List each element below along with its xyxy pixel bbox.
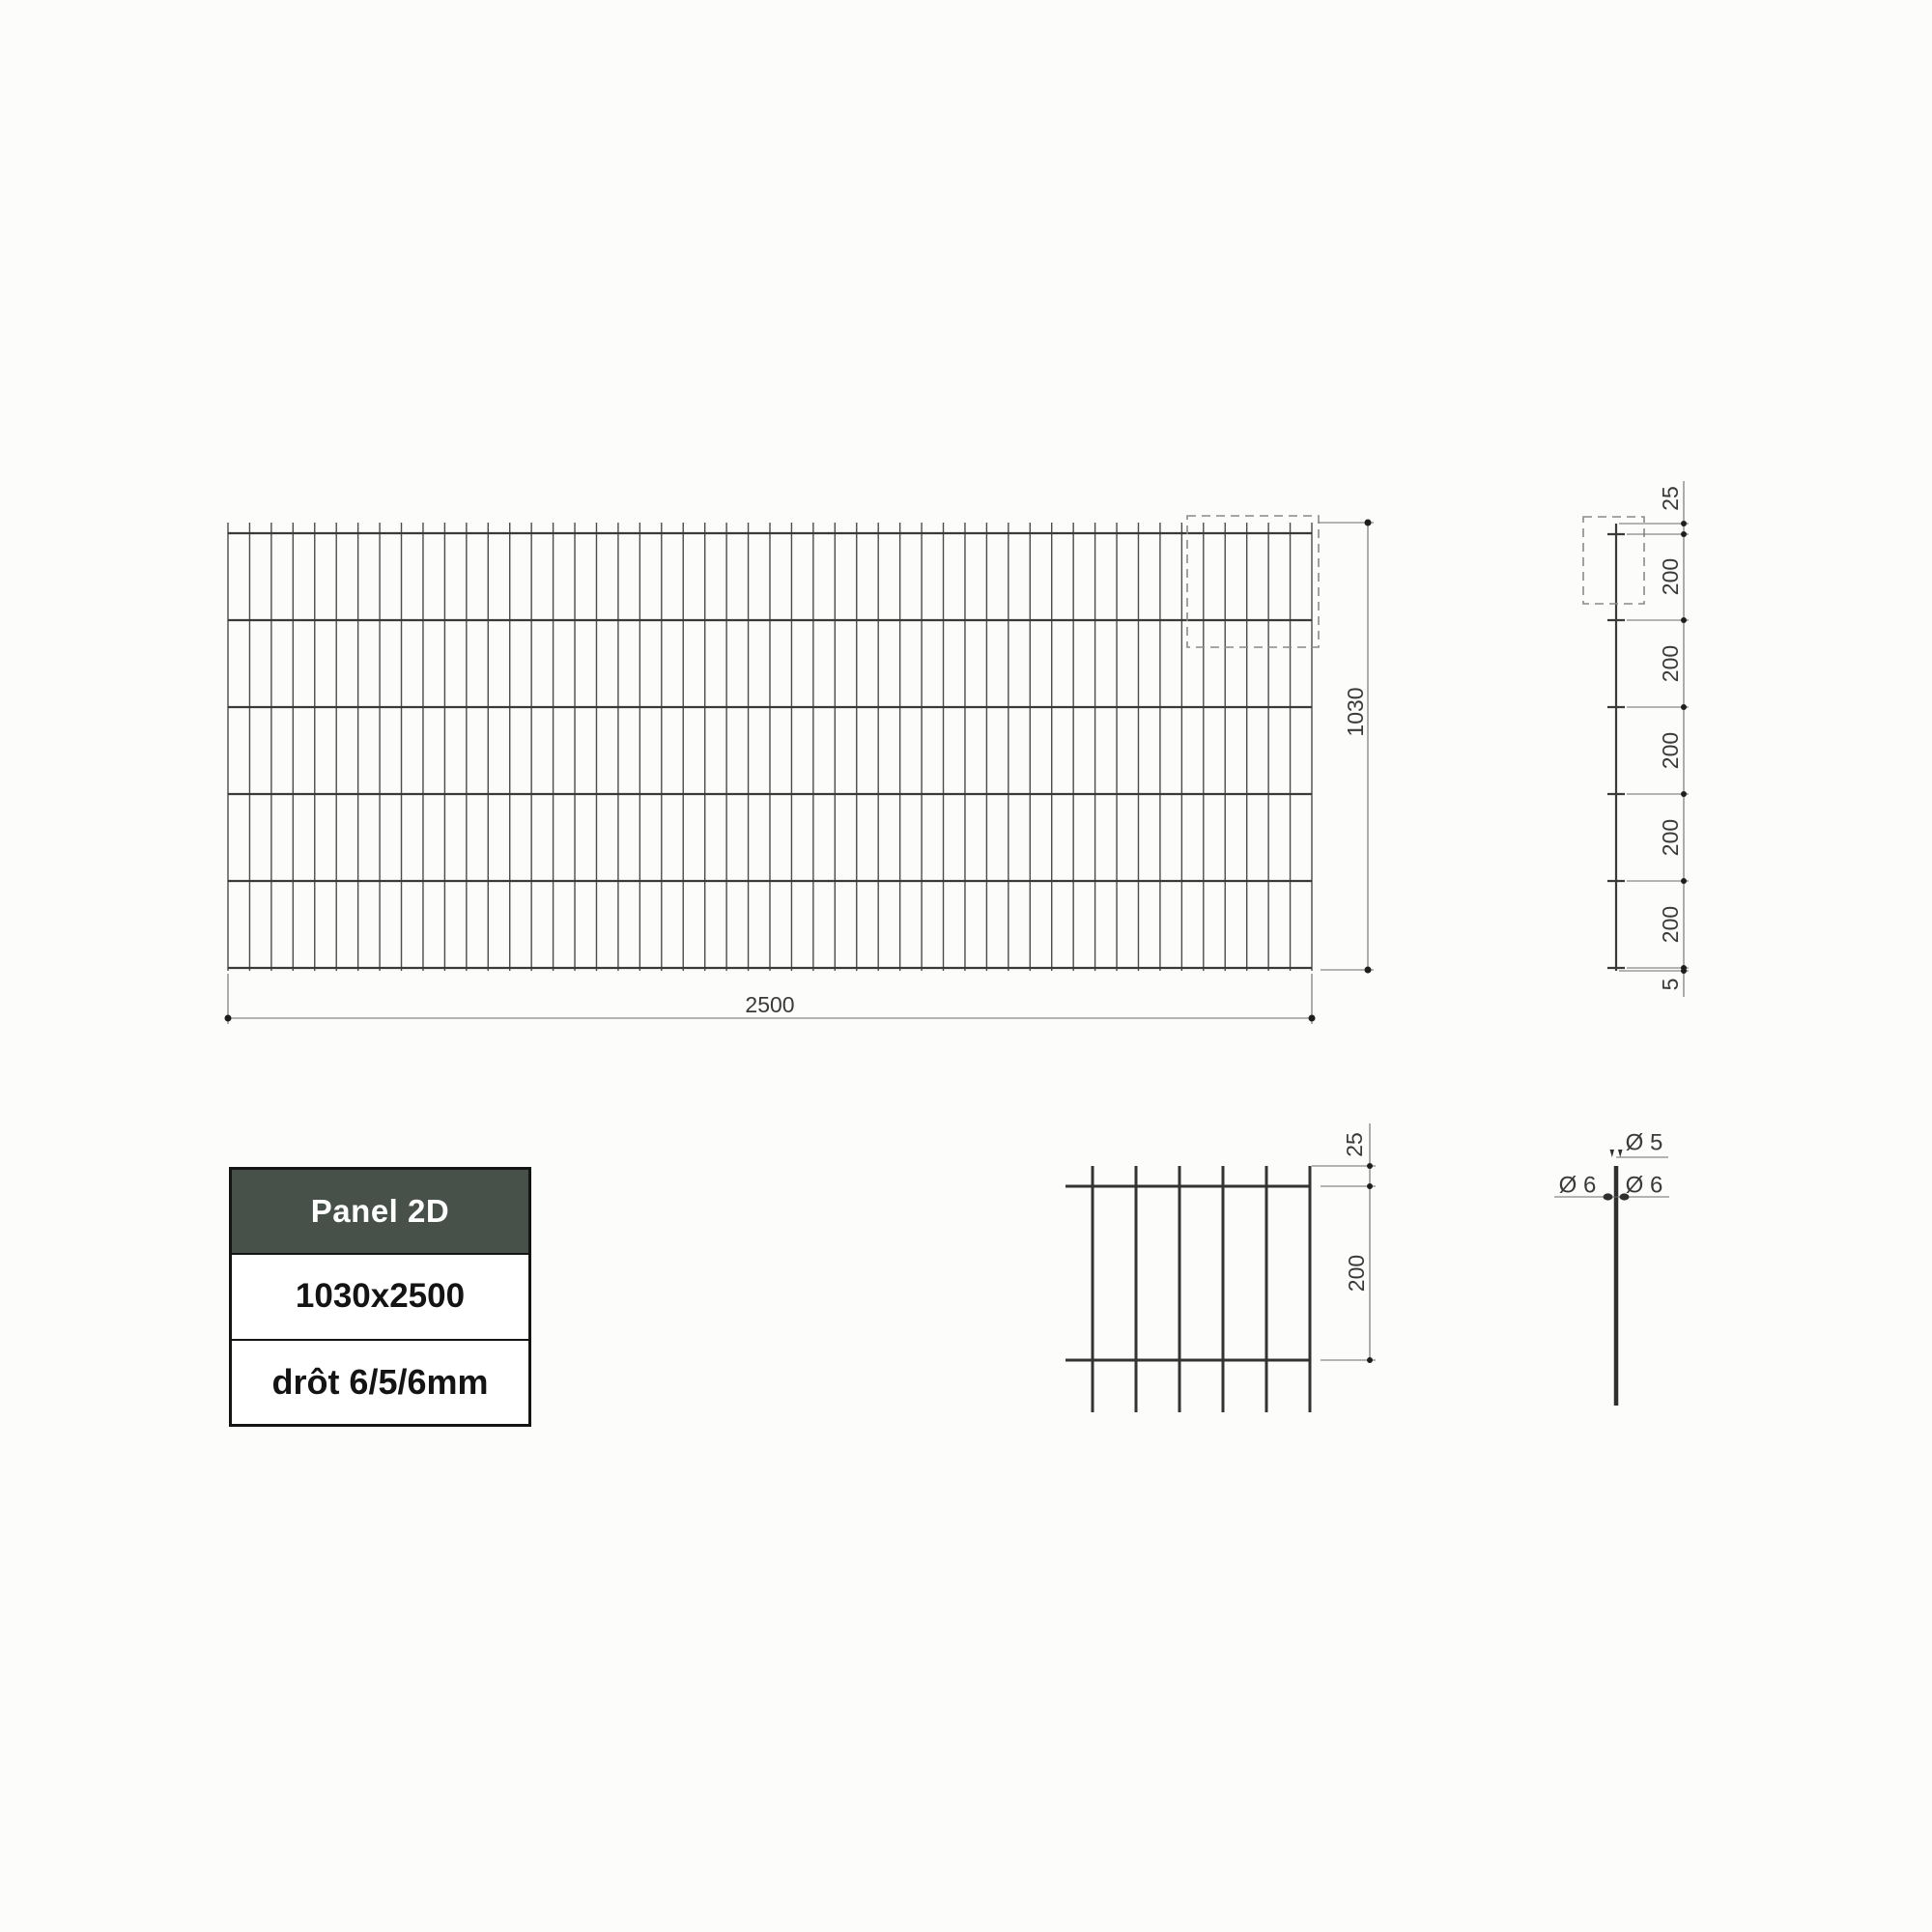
front-view bbox=[228, 516, 1319, 971]
detail-view bbox=[1065, 1123, 1376, 1412]
side-view-cell-label: 200 bbox=[1658, 557, 1683, 596]
left-wire-diameter-label: Ø 6 bbox=[1558, 1172, 1597, 1199]
dimension-tick-dot bbox=[1681, 531, 1687, 537]
title-block bbox=[229, 1167, 531, 1427]
width-arrow-icon bbox=[1618, 1150, 1623, 1157]
wire-cross-section-detail bbox=[1554, 1130, 1669, 1406]
dimension-tick-dot bbox=[1681, 521, 1687, 526]
side-view-cell-label: 200 bbox=[1658, 818, 1683, 857]
panel-dimensions-label: 1030x2500 bbox=[295, 1277, 466, 1316]
side-view-top-offset-label: 25 bbox=[1658, 486, 1683, 511]
side-view-bottom-offset-label: 5 bbox=[1658, 978, 1683, 991]
right-wire-diameter-label: Ø 6 bbox=[1625, 1172, 1663, 1199]
dimension-tick-dot bbox=[1681, 968, 1687, 974]
dimension-tick-dot bbox=[1681, 617, 1687, 623]
detail-view-wires bbox=[1065, 1166, 1311, 1412]
side-view-cell-label: 200 bbox=[1658, 905, 1683, 944]
width-arrow-icon bbox=[1610, 1150, 1615, 1157]
dimension-tick-dot bbox=[1681, 791, 1687, 797]
detail-view-top-offset-label: 25 bbox=[1342, 1132, 1367, 1157]
left-horizontal-wire-section bbox=[1604, 1193, 1613, 1200]
height-dimension-label: 1030 bbox=[1343, 687, 1368, 737]
front-view-detail-marker-box bbox=[1187, 516, 1319, 647]
height-dimension-lines bbox=[1319, 523, 1374, 970]
dimension-tick-dot bbox=[1367, 1357, 1373, 1363]
front-view-vertical-wires bbox=[228, 523, 1312, 971]
dimension-tick-dot bbox=[1367, 1183, 1373, 1189]
dimension-tick-dot bbox=[1309, 1015, 1316, 1022]
width-dimension-label: 2500 bbox=[745, 992, 795, 1017]
title-block-wire-spec-row bbox=[232, 1339, 528, 1424]
dimension-tick-dot bbox=[1681, 878, 1687, 884]
vertical-wire-diameter-label: Ø 5 bbox=[1625, 1129, 1663, 1156]
detail-view-dimension bbox=[1312, 1123, 1376, 1363]
dimension-tick-dot bbox=[1365, 520, 1372, 526]
dimension-tick-dot bbox=[1367, 1163, 1373, 1169]
side-view bbox=[1583, 481, 1689, 997]
product-name-label: Panel 2D bbox=[310, 1193, 450, 1230]
front-view-width-dimension bbox=[225, 974, 1316, 1024]
wire-spec-label: drôt 6/5/6mm bbox=[271, 1361, 489, 1402]
side-view-detail-marker-box bbox=[1583, 517, 1644, 604]
title-block-dimensions-row bbox=[232, 1253, 528, 1338]
dimension-tick-dot bbox=[225, 1015, 232, 1022]
detail-view-cell-label: 200 bbox=[1344, 1254, 1369, 1293]
dimension-tick-dot bbox=[1365, 967, 1372, 974]
side-view-cell-label: 200 bbox=[1658, 644, 1683, 683]
front-view-height-dimension bbox=[1319, 520, 1374, 974]
title-block-header-row bbox=[232, 1170, 528, 1253]
dimension-tick-dot bbox=[1681, 704, 1687, 710]
side-view-cell-label: 200 bbox=[1658, 731, 1683, 770]
